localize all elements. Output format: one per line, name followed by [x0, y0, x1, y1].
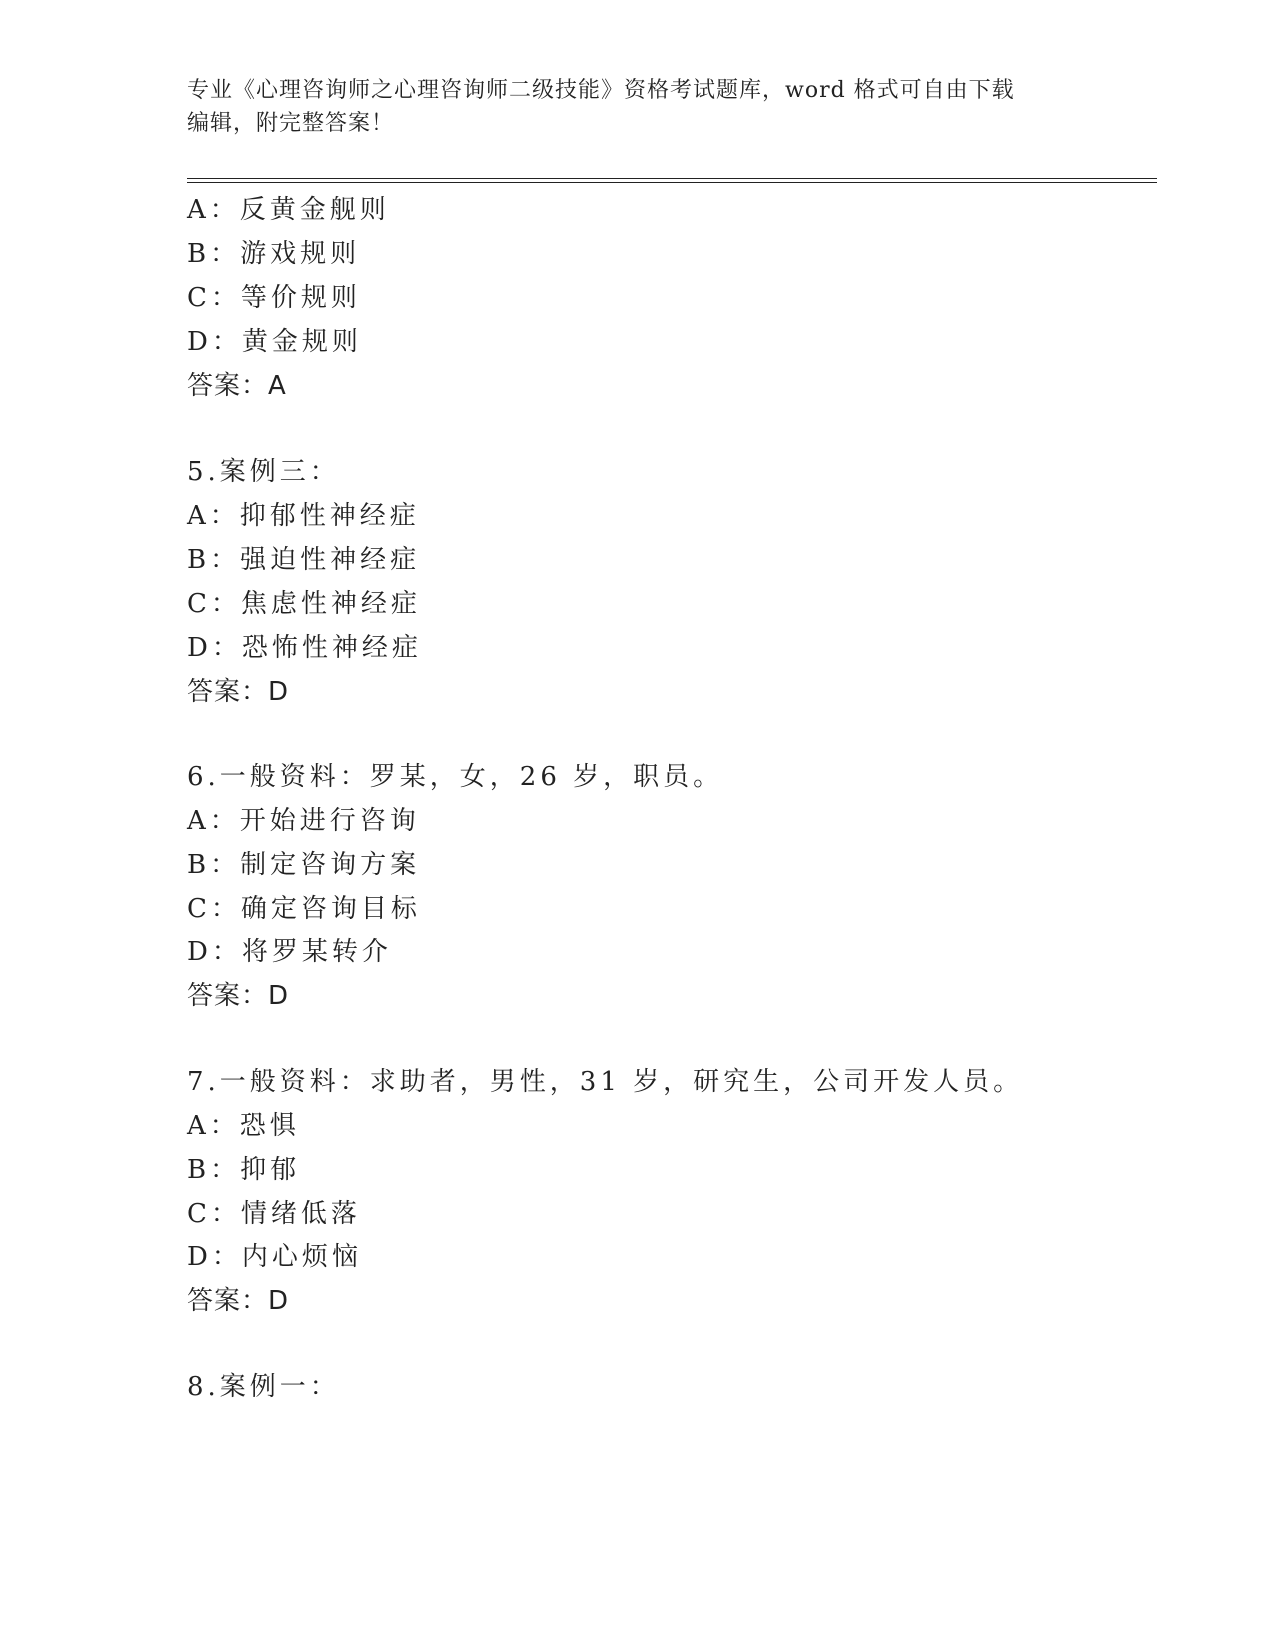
question-title: 5.案例三： — [187, 457, 340, 487]
document-page — [187, 0, 1157, 1650]
document-header — [187, 74, 1087, 140]
option-d: D：将罗某转介 — [187, 937, 392, 967]
option-d: D：内心烦恼 — [187, 1242, 362, 1272]
header-line-2: 编辑，附完整答案！ — [187, 111, 395, 136]
option-a: A：反黄金舰则 — [187, 195, 390, 225]
header-line-1: 专业《心理咨询师之心理咨询师二级技能》资格考试题库，word 格式可自由下载 — [187, 78, 1015, 103]
option-c: C：等价规则 — [187, 283, 361, 313]
answer: 答案：D — [187, 981, 290, 1011]
question-title: 6.一般资料：罗某，女，26 岁，职员。 — [187, 762, 724, 792]
option-b: B：游戏规则 — [187, 239, 361, 269]
option-a: A：开始进行咨询 — [187, 806, 420, 836]
option-a: A：抑郁性神经症 — [187, 501, 420, 531]
option-d: D：恐怖性神经症 — [187, 633, 422, 663]
option-c: C：情绪低落 — [187, 1199, 361, 1229]
option-b: B：抑郁 — [187, 1155, 301, 1185]
question-title: 7.一般资料：求助者，男性，31 岁，研究生，公司开发人员。 — [187, 1067, 1024, 1097]
option-c: C：焦虑性神经症 — [187, 589, 421, 619]
option-b: B：强迫性神经症 — [187, 545, 421, 575]
header-divider — [187, 178, 1157, 183]
answer: 答案：A — [187, 371, 287, 401]
option-b: B：制定咨询方案 — [187, 850, 421, 880]
option-a: A：恐惧 — [187, 1111, 300, 1141]
option-c: C：确定咨询目标 — [187, 894, 421, 924]
answer: 答案：D — [187, 677, 290, 707]
answer: 答案：D — [187, 1286, 290, 1316]
option-d: D：黄金规则 — [187, 327, 362, 357]
question-title: 8.案例一： — [187, 1372, 340, 1402]
